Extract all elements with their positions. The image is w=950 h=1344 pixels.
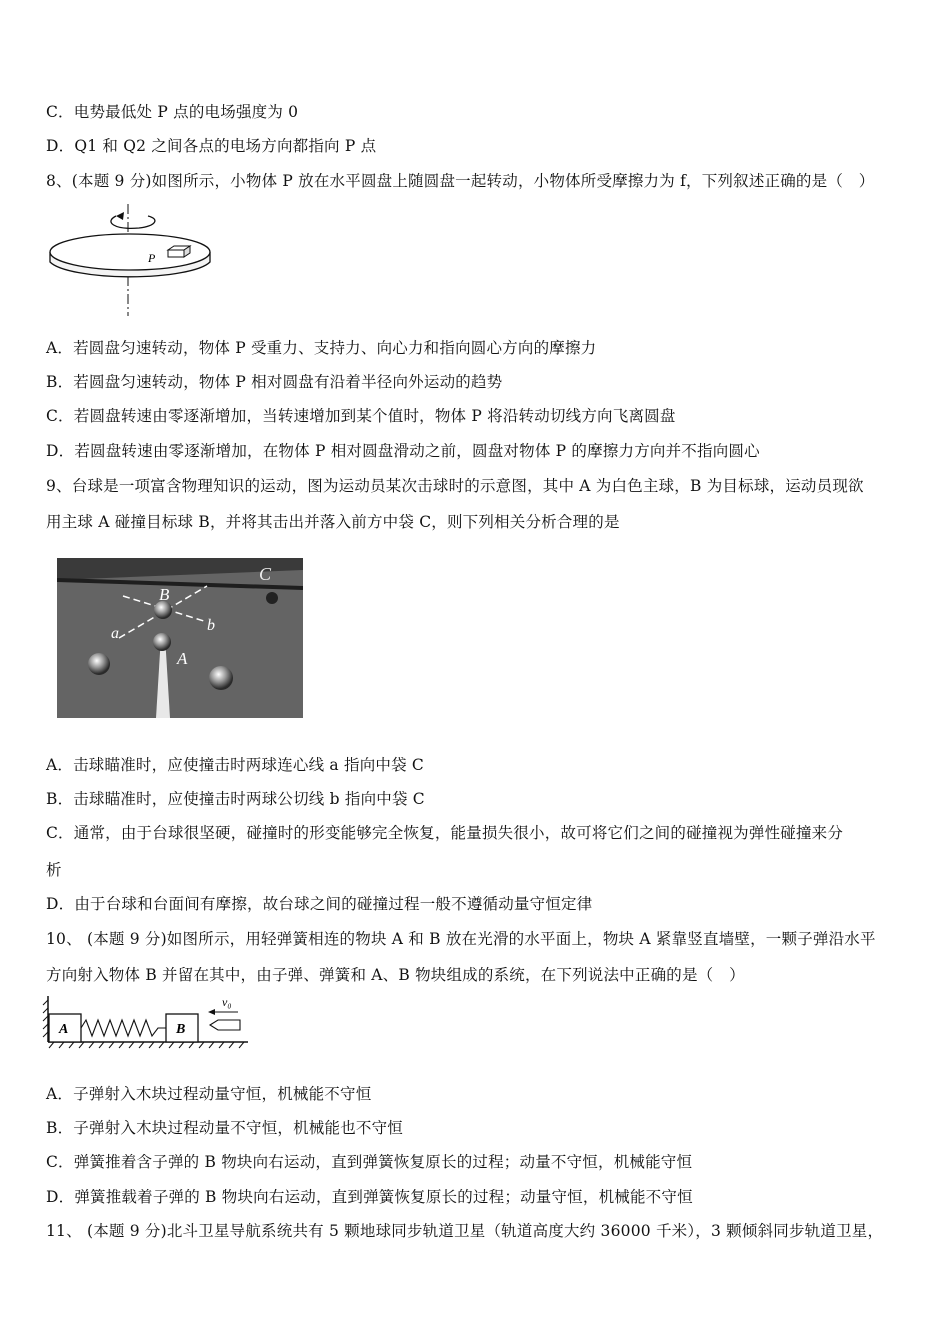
velocity-label-v0: v₀ (222, 995, 232, 1009)
q10-option-b: B．子弹射入木块过程动量不守恒，机械能也不守恒 (46, 1119, 403, 1137)
ball-label-b: B (159, 585, 170, 604)
q8-stem: 8、(本题 9 分)如图所示，小物体 P 放在水平圆盘上随圆盘一起转动，小物体所受摩擦力为 f，下列叙述正确的是（ ） (46, 172, 875, 190)
q9-option-a: A．击球瞄准时，应使撞击时两球连心线 a 指向中袋 C (46, 756, 424, 774)
block-label-b: B (176, 1022, 186, 1037)
q9-stem-line2: 用主球 A 碰撞目标球 B，并将其击出并落入前方中袋 C，则下列相关分析合理的是 (46, 513, 620, 531)
q9-option-c-line2: 析 (46, 861, 62, 879)
line-label-b: b (207, 617, 215, 634)
q10-stem-line1: 10、 (本题 9 分)如图所示，用轻弹簧相连的物块 A 和 B 放在光滑的水平面上，物块 A 紧靠竖直墙壁，一颗子弹沿水平 (46, 930, 876, 948)
billiards-photo (57, 558, 303, 718)
ball-label-a: A (177, 649, 188, 668)
q10-option-c: C．弹簧推着含子弹的 B 物块向右运动，直到弹簧恢复原长的过程；动量不守恒，机械能守恒 (46, 1153, 693, 1171)
spring-block-figure (42, 992, 252, 1052)
line-label-a: a (111, 625, 119, 642)
q9-option-c-line1: C．通常，由于台球很坚硬，碰撞时的形变能够完全恢复，能量损失很小，故可将它们之间的碰撞视为弹性碰撞来分 (46, 824, 844, 842)
q9-option-d: D．由于台球和台面间有摩擦，故台球之间的碰撞过程一般不遵循动量守恒定律 (46, 895, 593, 913)
q11-stem-line1: 11、 (本题 9 分)北斗卫星导航系统共有 5 颗地球同步轨道卫星（轨道高度大约 36000 千米），3 颗倾斜同步轨道卫星， (46, 1222, 884, 1240)
q8-option-d: D．若圆盘转速由零逐渐增加，在物体 P 相对圆盘滑动之前，圆盘对物体 P 的摩擦力方向并不指向圆心 (46, 442, 760, 460)
q9-stem-line1: 9、台球是一项富含物理知识的运动，图为运动员某次击球时的示意图，其中 A 为白色主球，B 为目标球，运动员现欲 (46, 477, 864, 495)
disk-label-p: P (148, 251, 156, 265)
q10-option-a: A．子弹射入木块过程动量守恒，机械能不守恒 (46, 1085, 372, 1103)
q7-option-d: D．Q1 和 Q2 之间各点的电场方向都指向 P 点 (46, 137, 377, 155)
pocket-label-c: C (259, 564, 272, 584)
q8-option-a: A．若圆盘匀速转动，物体 P 受重力、支持力、向心力和指向圆心方向的摩擦力 (46, 339, 597, 357)
q10-stem-line2: 方向射入物体 B 并留在其中，由子弹、弹簧和 A、B 物块组成的系统，在下列说法中正确的是（ ） (46, 966, 745, 984)
q7-option-c: C．电势最低处 P 点的电场强度为 0 (46, 103, 299, 121)
q8-option-b: B．若圆盘匀速转动，物体 P 相对圆盘有沿着半径向外运动的趋势 (46, 373, 503, 391)
block-label-a: A (59, 1022, 69, 1037)
rotating-disk-figure (44, 204, 220, 320)
q9-option-b: B．击球瞄准时，应使撞击时两球公切线 b 指向中袋 C (46, 790, 425, 808)
q8-option-c: C．若圆盘转速由零逐渐增加，当转速增加到某个值时，物体 P 将沿转动切线方向飞离圆盘 (46, 407, 676, 425)
q10-option-d: D．弹簧推载着子弹的 B 物块向右运动，直到弹簧恢复原长的过程；动量守恒，机械能不守恒 (46, 1188, 693, 1206)
